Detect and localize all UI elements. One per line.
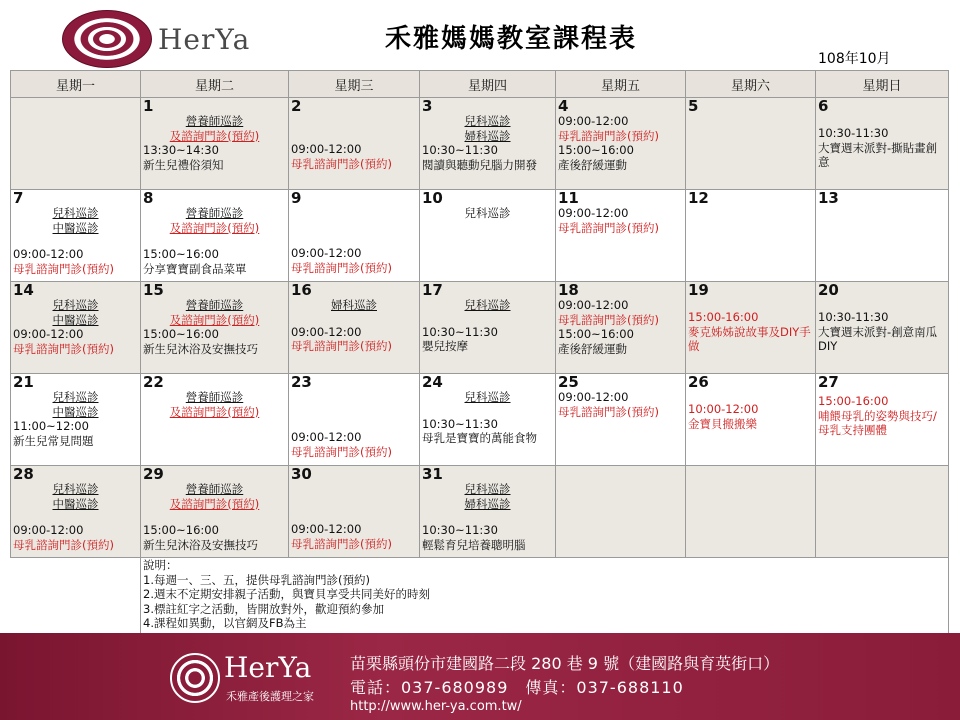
event-text: 營養師巡診 bbox=[185, 298, 244, 312]
weekday-thu: 星期四 bbox=[420, 71, 556, 98]
event-time: 10:30-11:30 bbox=[818, 126, 889, 140]
day-number: 30 bbox=[291, 465, 312, 483]
day-number: 18 bbox=[558, 281, 579, 299]
event-text: 母乳諮詢門診(預約) bbox=[558, 404, 659, 419]
day-number: 22 bbox=[143, 373, 164, 391]
event-time: 11:00~12:00 bbox=[13, 419, 89, 433]
event-text: 中醫巡診 bbox=[52, 312, 99, 327]
event-text: 閱讀與聽動兒腦力開發 bbox=[422, 157, 537, 172]
day-number: 7 bbox=[13, 189, 24, 207]
event-time: 09:00-12:00 bbox=[291, 324, 362, 339]
event-text: 及諮詢門診(預約) bbox=[169, 404, 260, 419]
day-cell bbox=[816, 190, 949, 282]
event-text: 母乳是寶寶的萬能食物 bbox=[422, 431, 537, 445]
event-text: 產後舒緩運動 bbox=[558, 341, 627, 356]
event-time: 15:00-16:00 bbox=[818, 394, 889, 408]
schedule-table bbox=[10, 70, 949, 650]
day-cell bbox=[289, 374, 420, 466]
event-time: 09:00-12:00 bbox=[13, 247, 84, 261]
footer-banner bbox=[0, 633, 960, 720]
event-text: 新生兒禮俗須知 bbox=[143, 157, 224, 172]
event-text: 及諮詢門診(預約) bbox=[169, 496, 260, 511]
note-item: 2.週末不定期安排親子活動，與寶貝享受共同美好的時刻 bbox=[143, 587, 430, 601]
event-text: 母乳諮詢門診(預約) bbox=[558, 128, 659, 143]
note-item: 3.標註紅字之活動，皆開放對外，歡迎預約參加 bbox=[143, 601, 384, 616]
day-number: 23 bbox=[291, 373, 312, 391]
event-time: 10:00-12:00 bbox=[688, 402, 759, 416]
day-number: 14 bbox=[13, 281, 34, 299]
weekday-sat: 星期六 bbox=[686, 71, 816, 98]
event-text: 新生兒沐浴及安撫技巧 bbox=[143, 537, 258, 552]
event-text: 母乳諮詢門診(預約) bbox=[13, 537, 114, 552]
notes-heading: 說明： bbox=[143, 558, 178, 572]
note-item: 1.每週一、三、五，提供母乳諮詢門診(預約) bbox=[143, 572, 370, 587]
weekday-tue: 星期二 bbox=[141, 71, 289, 98]
day-number: 10 bbox=[422, 189, 443, 207]
day-number: 17 bbox=[422, 281, 443, 299]
day-number: 12 bbox=[688, 189, 709, 207]
day-number: 2 bbox=[291, 97, 302, 115]
event-text: 及諮詢門診(預約) bbox=[169, 312, 260, 327]
day-cell bbox=[289, 190, 420, 282]
event-time: 09:00-12:00 bbox=[13, 523, 84, 537]
week-row-3 bbox=[11, 282, 949, 374]
day-number: 21 bbox=[13, 373, 34, 391]
event-text: 兒科巡診 bbox=[52, 298, 99, 312]
event-text: 金寶貝搬搬樂 bbox=[688, 416, 757, 431]
day-number: 15 bbox=[143, 281, 164, 299]
event-text: 婦科巡診 bbox=[464, 496, 511, 511]
event-text: 新生兒常見問題 bbox=[13, 433, 94, 448]
day-number: 20 bbox=[818, 281, 839, 299]
event-text: 母乳諮詢門診(預約) bbox=[291, 260, 392, 275]
event-text: 輕鬆育兒培養聰明腦 bbox=[422, 537, 526, 552]
event-text: 兒科巡診 bbox=[52, 390, 99, 404]
day-cell bbox=[816, 98, 949, 190]
event-time: 09:00-12:00 bbox=[558, 390, 629, 404]
day-cell bbox=[556, 282, 686, 374]
day-cell bbox=[11, 374, 141, 466]
day-number: 8 bbox=[143, 189, 154, 207]
day-number: 13 bbox=[818, 189, 839, 207]
event-text: 及諮詢門診(預約) bbox=[169, 128, 260, 143]
event-time: 10:30~11:30 bbox=[422, 143, 498, 157]
event-text: 兒科巡診 bbox=[464, 298, 511, 312]
event-text: 婦科巡診 bbox=[464, 128, 511, 143]
week-row-5 bbox=[11, 466, 949, 558]
event-text: 分享寶寶副食品菜單 bbox=[143, 261, 247, 276]
event-time: 09:00-12:00 bbox=[291, 246, 362, 260]
event-text: 母乳諮詢門診(預約) bbox=[558, 220, 659, 235]
event-time: 13:30~14:30 bbox=[143, 143, 219, 157]
day-cell bbox=[686, 374, 816, 466]
day-number: 6 bbox=[818, 97, 829, 115]
event-time: 15:00~16:00 bbox=[143, 327, 219, 341]
day-number: 19 bbox=[688, 281, 709, 299]
event-time: 09:00-12:00 bbox=[558, 206, 629, 220]
day-number: 28 bbox=[13, 465, 34, 483]
event-text: 兒科巡診 bbox=[464, 114, 511, 128]
event-time: 10:30-11:30 bbox=[818, 310, 889, 324]
event-time: 09:00-12:00 bbox=[291, 142, 362, 156]
month-label: 108年10月 bbox=[818, 51, 891, 67]
day-cell bbox=[556, 374, 686, 466]
event-time: 15:00~16:00 bbox=[558, 143, 634, 157]
event-text: 營養師巡診 bbox=[185, 482, 244, 496]
day-cell bbox=[420, 98, 556, 190]
weekday-header-row bbox=[11, 71, 949, 98]
event-time: 10:30~11:30 bbox=[422, 416, 498, 431]
day-number: 9 bbox=[291, 189, 302, 207]
rose-logo-icon bbox=[170, 653, 220, 703]
event-text: 母乳諮詢門診(預約) bbox=[291, 339, 392, 353]
day-number: 16 bbox=[291, 281, 312, 299]
day-cell bbox=[556, 190, 686, 282]
day-cell bbox=[11, 190, 141, 282]
day-number: 24 bbox=[422, 373, 443, 391]
day-cell-empty bbox=[556, 466, 686, 558]
day-cell bbox=[686, 282, 816, 374]
event-text: 中醫巡診 bbox=[52, 404, 99, 419]
event-time: 15:00-16:00 bbox=[688, 310, 759, 324]
day-number: 27 bbox=[818, 373, 839, 391]
day-number: 11 bbox=[558, 189, 579, 207]
day-cell-empty bbox=[816, 466, 949, 558]
day-number: 3 bbox=[422, 97, 433, 115]
day-cell bbox=[11, 466, 141, 558]
day-number: 25 bbox=[558, 373, 579, 391]
week-row-4 bbox=[11, 374, 949, 466]
week-row-1 bbox=[11, 98, 949, 190]
event-time: 10:30~11:30 bbox=[422, 324, 498, 339]
day-cell bbox=[141, 98, 289, 190]
event-text: 營養師巡診 bbox=[185, 114, 244, 128]
event-text: 中醫巡診 bbox=[52, 496, 99, 511]
day-cell bbox=[420, 190, 556, 282]
event-text: 新生兒沐浴及安撫技巧 bbox=[143, 341, 258, 356]
day-cell bbox=[289, 466, 420, 558]
event-text: 營養師巡診 bbox=[185, 390, 244, 404]
event-time: 09:00-12:00 bbox=[558, 298, 629, 312]
event-text: 嬰兒按摩 bbox=[422, 339, 468, 353]
footer-website-link[interactable]: http://www.her-ya.com.tw/ bbox=[350, 699, 522, 714]
day-cell bbox=[816, 282, 949, 374]
day-cell bbox=[686, 98, 816, 190]
day-cell bbox=[141, 190, 289, 282]
day-cell bbox=[141, 282, 289, 374]
event-text: 母乳諮詢門診(預約) bbox=[291, 444, 392, 459]
day-cell bbox=[11, 282, 141, 374]
event-text: 母乳諮詢門診(預約) bbox=[13, 341, 114, 356]
event-time: 15:00~16:00 bbox=[143, 247, 219, 261]
event-text: 兒科巡診 bbox=[464, 482, 511, 496]
event-text: 哺餵母乳的姿勢與技巧/母乳支持團體 bbox=[818, 408, 937, 437]
page-title: 禾雅媽媽教室課程表 bbox=[385, 24, 638, 54]
day-number: 1 bbox=[143, 97, 154, 115]
event-text: 兒科巡診 bbox=[52, 206, 99, 220]
footer-phone: 電話：037-680989 傳真：037-688110 bbox=[350, 678, 684, 697]
event-text: 營養師巡診 bbox=[185, 206, 244, 220]
event-text: 母乳諮詢門診(預約) bbox=[291, 156, 392, 171]
event-time: 09:00-12:00 bbox=[558, 114, 629, 128]
day-cell bbox=[420, 282, 556, 374]
event-text: 兒科巡診 bbox=[464, 206, 511, 220]
logo bbox=[62, 10, 284, 68]
day-cell bbox=[420, 374, 556, 466]
event-text: 及諮詢門診(預約) bbox=[169, 220, 260, 235]
rose-logo-icon bbox=[62, 10, 152, 68]
event-time: 15:00~16:00 bbox=[558, 327, 634, 341]
footer-tagline: 禾雅產後護理之家 bbox=[226, 690, 314, 703]
day-number: 31 bbox=[422, 465, 443, 483]
event-time: 09:00-12:00 bbox=[291, 430, 362, 444]
event-time: 09:00-12:00 bbox=[13, 327, 84, 341]
event-text: 大寶週末派對-撕貼畫創意 bbox=[818, 140, 938, 169]
week-row-2 bbox=[11, 190, 949, 282]
event-time: 15:00~16:00 bbox=[143, 523, 219, 537]
weekday-wed: 星期三 bbox=[289, 71, 420, 98]
footer-address: 苗栗縣頭份市建國路二段 280 巷 9 號（建國路與育英街口） bbox=[350, 654, 780, 673]
event-text: 兒科巡診 bbox=[52, 482, 99, 496]
event-text: 大寶週末派對-創意南瓜DIY bbox=[818, 324, 938, 353]
day-cell bbox=[816, 374, 949, 466]
day-cell bbox=[289, 282, 420, 374]
day-cell bbox=[141, 466, 289, 558]
event-text: 中醫巡診 bbox=[52, 220, 99, 235]
day-cell bbox=[420, 466, 556, 558]
day-number: 5 bbox=[688, 97, 699, 115]
event-text: 母乳諮詢門診(預約) bbox=[13, 261, 114, 276]
day-cell-empty bbox=[686, 466, 816, 558]
event-text: 兒科巡診 bbox=[464, 390, 511, 404]
event-time: 10:30~11:30 bbox=[422, 523, 498, 537]
event-text: 母乳諮詢門診(預約) bbox=[291, 536, 392, 551]
day-number: 26 bbox=[688, 373, 709, 391]
weekday-sun: 星期日 bbox=[816, 71, 949, 98]
weekday-fri: 星期五 bbox=[556, 71, 686, 98]
day-cell bbox=[686, 190, 816, 282]
brand-name: HerYa bbox=[158, 22, 251, 56]
event-time: 09:00-12:00 bbox=[291, 522, 362, 536]
note-item: 4.課程如異動，以官網及FB為主 bbox=[143, 616, 307, 630]
day-cell bbox=[141, 374, 289, 466]
event-text: 婦科巡診 bbox=[331, 298, 377, 312]
event-text: 麥克姊姊說故事及DIY手做 bbox=[688, 324, 811, 353]
day-number: 4 bbox=[558, 97, 569, 115]
day-cell bbox=[289, 98, 420, 190]
event-text: 產後舒緩運動 bbox=[558, 157, 627, 172]
footer-brand: HerYa bbox=[224, 651, 312, 684]
day-cell bbox=[556, 98, 686, 190]
weekday-mon: 星期一 bbox=[11, 71, 141, 98]
day-number: 29 bbox=[143, 465, 164, 483]
day-cell-empty bbox=[11, 98, 141, 190]
event-text: 母乳諮詢門診(預約) bbox=[558, 312, 659, 327]
